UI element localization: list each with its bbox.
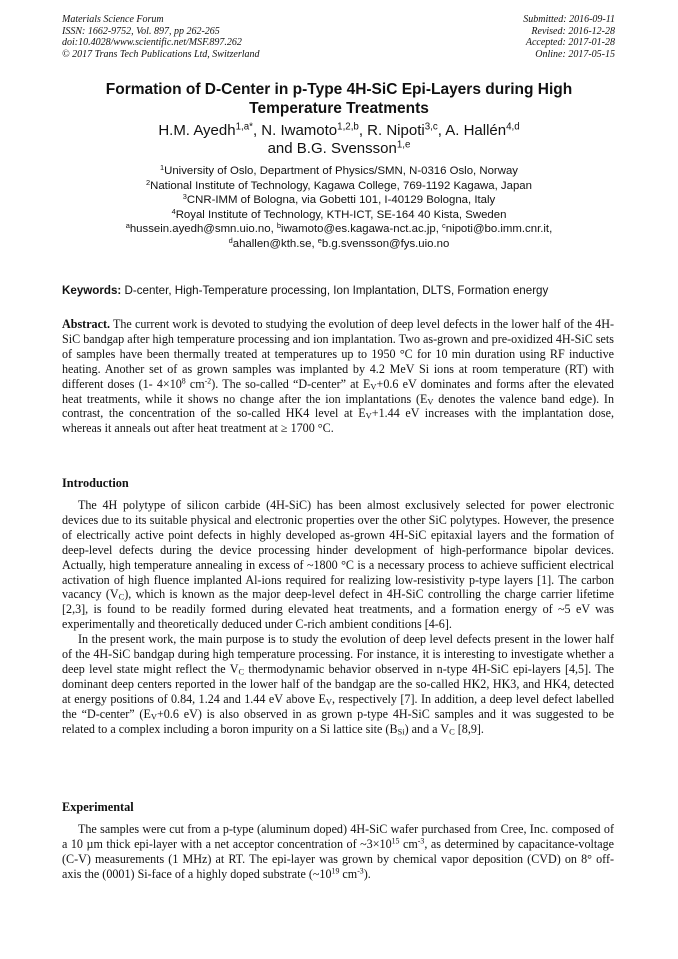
email-key: a xyxy=(125,221,130,231)
email-line-2 xyxy=(62,237,616,252)
text-run: cm xyxy=(399,836,418,851)
abstract-paragraph xyxy=(62,317,614,436)
publication-dates xyxy=(523,14,615,60)
text-sup: 8 xyxy=(181,376,186,386)
author-line-2 xyxy=(62,140,616,158)
text-run: , as determined by capacitance-voltage (C-V) measurements (1 MHz) at RT. The epi-layer was grown by chemical vapor deposition (CVD) on 8° off-axis the (0001) Si-face of a highly doped substrate (~10 xyxy=(62,836,614,881)
email-address[interactable]: b.g.svensson@fys.uio.no xyxy=(321,237,450,250)
introduction-paragraph-2 xyxy=(62,632,614,736)
keywords xyxy=(62,283,616,298)
section-heading-introduction: Introduction xyxy=(62,476,129,490)
text-sub: V xyxy=(427,396,434,407)
affiliation-number: 4 xyxy=(171,206,176,216)
author-name: B.G. Svensson xyxy=(296,140,397,157)
text-sub: V xyxy=(370,381,377,392)
affiliation-number: 2 xyxy=(146,177,151,187)
email-address[interactable]: ahallen@kth.se, xyxy=(232,237,318,250)
publication-info xyxy=(62,14,260,60)
paper-title xyxy=(62,80,616,118)
doi-link[interactable]: doi:10.4028/www.scientific.net/MSF.897.262 xyxy=(62,37,242,49)
affiliation xyxy=(62,193,616,208)
author-separator: , xyxy=(252,122,262,139)
text-run: The 4H polytype of silicon carbide (4H-SiC) has been almost exclusively selected for power electronic devices due to its suitable physical and electronic properties over the other SiC polytypes. However, the presence of electrically active point defects in highly developed as-grown 4H-SiC epitaxial layers and the formation of deep-level defects during the device processing hinder development of high-performance bipolar devices. Actually, high temperature annealing in excess of ~1800 °C is a necessary process to achieve sufficient electrical activation of high fluence implanted Al-ions required for realizing low-resistivity p-type layers [1]. The carbon vacancy (V xyxy=(62,498,614,602)
experimental-section xyxy=(62,822,614,882)
text-sup: -3 xyxy=(417,836,425,846)
affiliation-text: Royal Institute of Technology, KTH-ICT, SE-164 40 Kista, Sweden xyxy=(175,208,507,221)
text-run: cm xyxy=(339,866,358,881)
experimental-paragraph-1 xyxy=(62,822,614,882)
revised-date: Revised: 2016-12-28 xyxy=(531,25,615,37)
text-run: [8,9]. xyxy=(454,721,484,736)
text-run: thermodynamic behavior observed in n-type 4H-SiC epi-layers [4,5]. The dominant deep centers reported in the lower half of the bandgap are the so-called HK2, HK3, and HK4, detected at energy positions of 0.84, 1.24 and 1.44 eV above E xyxy=(62,661,614,706)
text-sub: C xyxy=(238,666,245,677)
submitted-date: Submitted: 2016-09-11 xyxy=(523,14,615,25)
email-key: e xyxy=(317,235,322,245)
text-run: +0.6 eV) is also observed in as grown p-type 4H-SiC samples and it was suggested to be related to a complex including a boron impurity on a Si lattice site (B xyxy=(62,706,614,736)
author-name: H.M. Ayedh xyxy=(158,122,236,139)
text-sub: V xyxy=(365,411,372,422)
text-sub: V xyxy=(150,711,157,722)
author-separator: , xyxy=(437,122,446,139)
accepted-date: Accepted: 2017-01-28 xyxy=(525,37,615,49)
email-address[interactable]: hussein.ayedh@smn.uio.no, xyxy=(129,223,277,236)
text-run: In the present work, the main purpose is to study the evolution of deep level defects present in the lower half of the 4H-SiC bandgap during high temperature processing. For instance, it is interesting to investigate whether a deep level state might reflect the V xyxy=(62,632,614,676)
text-run: The samples were cut from a p-type (aluminum doped) 4H-SiC wafer purchased from Cree, Inc. composed of a 10 µm thick epi-layer with a net acceptor concentration of ~3×10 xyxy=(62,822,614,851)
text-sup: 19 xyxy=(331,866,340,876)
author-name: R. Nipoti xyxy=(367,122,425,139)
email-key: c xyxy=(442,221,446,231)
text-run: ). xyxy=(363,866,371,881)
author-affil-sup: 1,a* xyxy=(235,121,253,133)
introduction-section xyxy=(62,498,614,737)
affiliation-text: CNR-IMM of Bologna, via Gobetti 101, I-40129 Bologna, Italy xyxy=(186,194,496,207)
author-affil-sup: 1,e xyxy=(396,139,411,151)
email-address[interactable]: nipoti@bo.imm.cnr.it, xyxy=(445,223,553,236)
affiliation xyxy=(62,208,616,223)
journal-name: Materials Science Forum xyxy=(62,14,164,25)
text-sup: -3 xyxy=(357,866,364,876)
author-list xyxy=(62,122,616,158)
keywords-label: Keywords: xyxy=(62,284,122,297)
text-sub: C xyxy=(118,592,125,603)
affiliation xyxy=(62,179,616,194)
keywords-text: D-center, High-Temperature processing, Ion Implantation, DLTS, Formation energy xyxy=(121,284,549,297)
copyright-line: © 2017 Trans Tech Publications Ltd, Switzerland xyxy=(62,48,260,60)
text-sub: Si xyxy=(397,726,405,737)
text-sub: C xyxy=(449,726,455,737)
text-run: +1.44 eV increases with the implantation dose, whereas it anneals out after heat treatment at ≥ 1700 °C. xyxy=(62,406,614,436)
text-run: , respectively [7]. In addition, a deep level defect labelled the “D-center” (E xyxy=(62,691,614,721)
title-line-1: Formation of D-Center in p-Type 4H-SiC Epi-Layers during High xyxy=(105,81,573,98)
abstract-section xyxy=(62,317,614,436)
author-affil-sup: 3,c xyxy=(424,121,438,133)
introduction-paragraph-1 xyxy=(62,498,614,632)
email-address[interactable]: iwamoto@es.kagawa-nct.ac.jp, xyxy=(281,223,443,236)
affiliation-text: National Institute of Technology, Kagawa College, 769-1192 Kagawa, Japan xyxy=(150,179,532,192)
text-run: The current work is devoted to studying the evolution of deep level defects in the lower half of the 4H-SiC bandgap after high temperature processing and ion implantation. Two as-grown and pre-oxidized 4H-SiC sets of samples have been thermally treated at temperatures up to 1950 °C for 10 min duration using RF inductive heating. Another set of as grown samples was implanted by 4.2 MeV Si ions at room temperature (RT) with different doses (1- 4×10 xyxy=(62,317,614,391)
author-line-1 xyxy=(62,122,616,140)
affiliation-text: University of Oslo, Department of Physics/SMN, N-0316 Oslo, Norway xyxy=(164,165,518,177)
section-heading-experimental: Experimental xyxy=(62,800,134,814)
abstract-label: Abstract. xyxy=(62,317,111,331)
affiliation-list xyxy=(62,164,616,252)
online-date: Online: 2017-05-15 xyxy=(535,48,615,60)
affiliation xyxy=(62,164,616,179)
text-run: cm xyxy=(185,376,205,391)
email-key: d xyxy=(228,235,233,245)
text-sup: 15 xyxy=(391,836,400,846)
text-run: ) and a V xyxy=(404,721,450,736)
affiliation-number: 3 xyxy=(182,192,187,202)
author-affil-sup: 4,d xyxy=(506,121,520,133)
author-name: A. Hallén xyxy=(445,122,507,139)
author-separator: , xyxy=(358,122,368,139)
email-key: b xyxy=(276,221,282,231)
title-line-2: Temperature Treatments xyxy=(249,100,429,117)
text-run: ), which is known as the major deep-level defect in 4H-SiC controlling the charge carrier lifetime [2,3], is found to be readily formed during elevated heat treatments, and a formation energy of ~5 eV was experimentally and theoretically deduced under C-rich ambient conditions [4-6]. xyxy=(62,587,614,632)
text-run: +0.6 eV dominates and forms after the elevated heat treatments, while it shows no change after the ion implantations (E xyxy=(62,376,614,406)
text-sup: -2 xyxy=(204,376,212,386)
text-sub: V xyxy=(325,696,333,707)
text-run: ). The so-called “D-center” at E xyxy=(211,376,371,391)
text-run: denotes the valence band edge). In contrast, the concentration of the so-called HK4 level at E xyxy=(62,391,615,421)
author-name: N. Iwamoto xyxy=(261,122,338,139)
author-and: and xyxy=(267,140,297,157)
issn-line: ISSN: 1662-9752, Vol. 897, pp 262-265 xyxy=(62,25,220,37)
affiliation-number: 1 xyxy=(160,162,165,172)
email-line-1 xyxy=(62,222,616,237)
author-affil-sup: 1,2,b xyxy=(337,121,359,133)
